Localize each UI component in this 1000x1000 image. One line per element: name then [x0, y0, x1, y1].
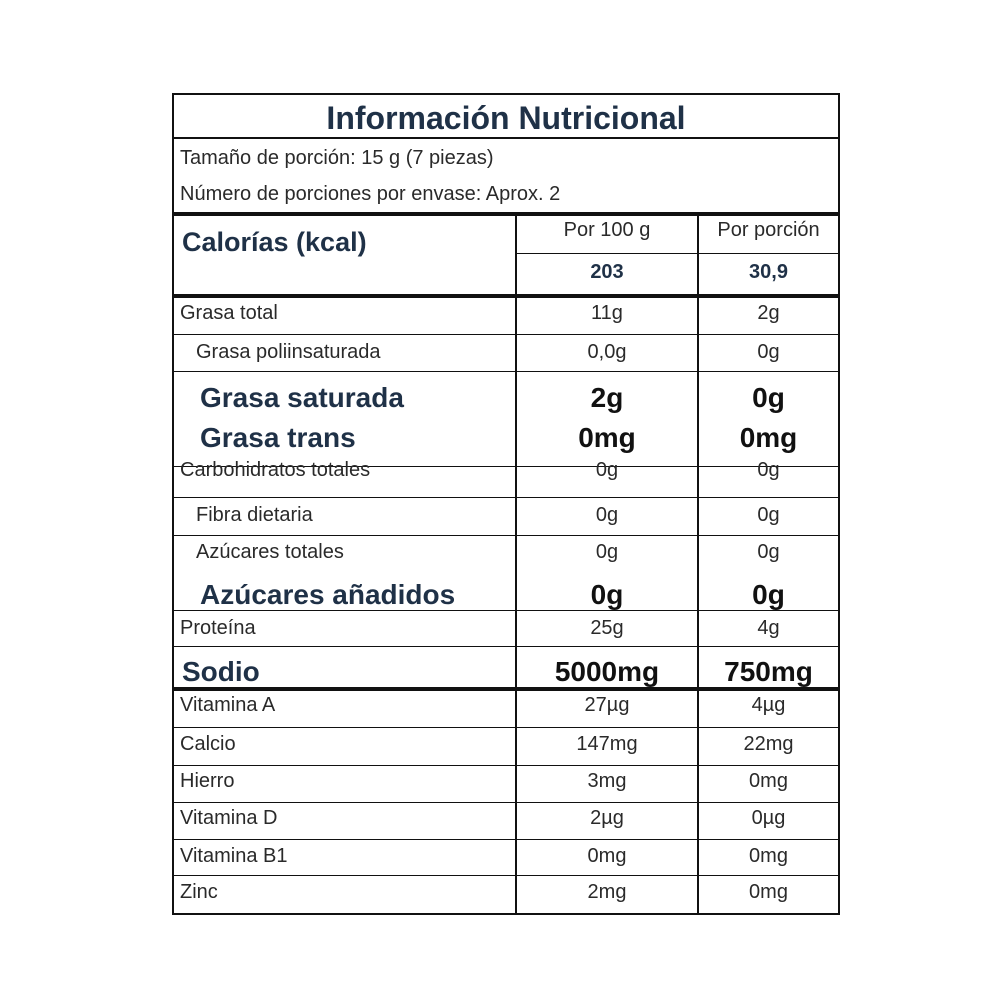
value-per-portion: 0mg: [749, 845, 788, 867]
divider: [174, 535, 838, 536]
nutrient-name: Zinc: [180, 881, 218, 903]
divider: [174, 371, 838, 372]
value-per-portion: 0mg: [749, 881, 788, 903]
value-per-100g: 5000mg: [554, 656, 660, 687]
value-per-portion: 0g: [757, 541, 780, 563]
divider: [174, 839, 838, 840]
value-per-100g: 11g: [591, 302, 623, 324]
nutrient-name: Azúcares totales: [196, 541, 344, 563]
nutrient-name: Vitamina A: [180, 694, 276, 716]
value-per-100g: 2g: [590, 382, 624, 413]
value-per-100g: 3mg: [587, 770, 627, 792]
value-per-portion: 0mg: [749, 770, 788, 792]
divider: [174, 497, 838, 498]
value-per-portion: 2g: [757, 302, 780, 324]
divider-thick: [174, 212, 838, 216]
calories-label: Calorías (kcal): [182, 227, 367, 257]
value-per-100g: 0,0g: [587, 341, 627, 363]
divider: [174, 334, 838, 335]
value-per-100g: 147mg: [576, 733, 638, 755]
divider: [174, 765, 838, 766]
nutrient-name: Vitamina D: [180, 807, 278, 829]
calories-per-portion: 30,9: [749, 261, 788, 283]
column-header-per-100g: Por 100 g: [563, 219, 651, 241]
table-title: Información Nutricional: [174, 95, 838, 139]
value-per-portion: 0g: [752, 382, 785, 413]
nutrient-name: Fibra dietaria: [196, 504, 313, 526]
value-per-portion: 22mg: [743, 733, 794, 755]
nutrient-name: Grasa trans: [200, 422, 356, 453]
nutrient-name: Grasa total: [180, 302, 278, 324]
nutrient-name: Proteína: [180, 617, 256, 639]
value-per-100g: 27µg: [584, 694, 630, 716]
serving-size: Tamaño de porción: 15 g (7 piezas): [180, 147, 494, 169]
value-per-100g: 0g: [590, 579, 624, 610]
value-per-100g: 0g: [595, 504, 619, 526]
value-per-portion: 0mg: [739, 422, 798, 453]
divider: [174, 875, 838, 876]
divider: [174, 802, 838, 803]
calories-per-100g: 203: [590, 261, 624, 283]
nutrient-name: Sodio: [182, 656, 260, 687]
nutrient-name: Carbohidratos totales: [180, 459, 371, 481]
value-per-100g: 0g: [595, 541, 619, 563]
nutrient-name: Vitamina B1: [180, 845, 288, 867]
value-per-portion: 0g: [752, 579, 785, 610]
value-per-100g: 0mg: [578, 422, 636, 453]
value-per-portion: 0g: [757, 341, 780, 363]
value-per-100g: 25g: [590, 617, 624, 639]
nutrient-name: Azúcares añadidos: [200, 579, 456, 610]
servings-per-container: Número de porciones por envase: Aprox. 2: [180, 183, 561, 205]
column-header-per-portion: Por porción: [717, 219, 820, 241]
divider: [515, 253, 838, 254]
divider: [174, 727, 838, 728]
value-per-portion: 750mg: [724, 656, 813, 687]
nutrition-facts-table: [172, 93, 840, 915]
divider-thick: [174, 294, 838, 298]
value-per-portion: 0µg: [751, 807, 786, 829]
value-per-portion: 0g: [757, 459, 780, 481]
divider: [174, 646, 838, 647]
nutrient-name: Grasa saturada: [200, 382, 404, 413]
nutrient-name: Hierro: [180, 770, 235, 792]
value-per-100g: 0g: [595, 459, 619, 481]
nutrient-name: Calcio: [180, 733, 236, 755]
value-per-portion: 0g: [757, 504, 780, 526]
value-per-portion: 4g: [757, 617, 780, 639]
value-per-100g: 2µg: [590, 807, 624, 829]
value-per-100g: 2mg: [587, 881, 627, 903]
nutrient-name: Grasa poliinsaturada: [196, 341, 381, 363]
value-per-portion: 4µg: [751, 694, 786, 716]
value-per-100g: 0mg: [587, 845, 627, 867]
